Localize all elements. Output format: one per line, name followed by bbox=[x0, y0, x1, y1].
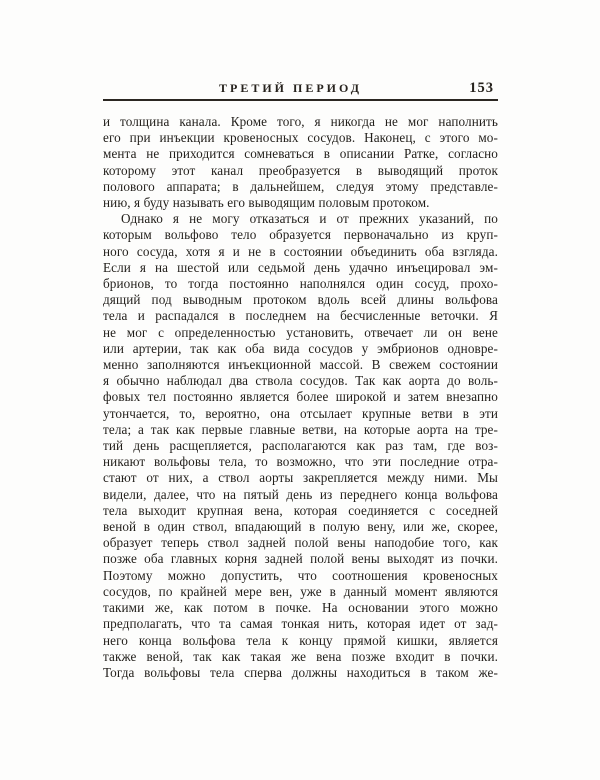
text-line: фовых тел постоянно является более широкой и затем внезапно bbox=[103, 389, 498, 405]
text-line: позже оба главных корня задней полой вены выходят из почки. bbox=[103, 551, 498, 567]
text-line: я обычно наблюдал два ствола сосудов. Так как аорта до воль- bbox=[103, 373, 498, 389]
text-line: никают вольфовы тела, то возможно, что эти последние отра- bbox=[103, 454, 498, 470]
text-line: тела; а так как первые главные ветви, на которые аорта на тре- bbox=[103, 421, 498, 437]
text-line: и толщина канала. Кроме того, я никогда не мог наполнить bbox=[103, 114, 498, 129]
text-line: тела выходит крупная вена, которая соединяется с соседней bbox=[103, 502, 498, 518]
text-line: нию, я буду называть его выводящим половым протоком. bbox=[103, 195, 430, 211]
text-line: Тогда вольфовы тела сперва должны находиться в таком же- bbox=[103, 664, 498, 680]
text-line: такими же, как потом в почке. На основании этого можно bbox=[103, 600, 498, 616]
text-line: образует теперь ствол задней полой вены наподобие того, как bbox=[103, 535, 498, 551]
paragraph bbox=[103, 114, 498, 211]
text-line: которым вольфово тело образуется первоначально из круп- bbox=[103, 227, 498, 243]
body-text bbox=[103, 114, 498, 681]
text-line: Поэтому можно допустить, что соотношения кровеносных bbox=[103, 567, 498, 583]
text-line: тела и распадался в последнем на бесчисленные веточки. Я bbox=[103, 308, 498, 324]
text-line: менно заполняются инъекционной массой. В свежем состоянии bbox=[103, 357, 498, 373]
header-rule bbox=[103, 99, 498, 101]
text-line: видели, далее, что на пятый день из переднего конца вольфова bbox=[103, 486, 498, 502]
text-line: или артерии, так как оба вида сосудов у эмбрионов одновре- bbox=[103, 340, 498, 356]
text-line: стают от них, а ствол аорты закрепляется между ними. Мы bbox=[103, 470, 498, 486]
text-line: ного сосуда, хотя я и не в состоянии объединить оба взгляда. bbox=[103, 243, 498, 259]
text-line: веной в один ствол, впадающий в полую вену, или же, скорее, bbox=[103, 519, 498, 535]
text-line: дящий под выводным протоком вдоль всей длины вольфова bbox=[103, 292, 498, 308]
text-line: также веной, так как такая же вена позже входит в почки. bbox=[103, 648, 498, 664]
chapter-title: ТРЕТИЙ ПЕРИОД bbox=[218, 81, 362, 95]
text-line: Однако я не могу отказаться и от прежних указаний, по bbox=[121, 211, 498, 227]
text-line: сосудов, по крайней мере вен, уже в данный момент являются bbox=[103, 583, 498, 599]
text-line: Если я на шестой или седьмой день удачно инъецировал эм- bbox=[103, 259, 498, 275]
text-line: него конца вольфова тела к концу прямой кишки, является bbox=[103, 632, 498, 648]
page-number: 153 bbox=[469, 80, 494, 96]
running-head bbox=[103, 80, 498, 97]
paragraph bbox=[103, 211, 498, 681]
text-line: предполагать, что та самая тонкая нить, которая идет от зад- bbox=[103, 616, 498, 632]
text-line: полового аппарата; в дальнейшем, следуя этому представле- bbox=[103, 178, 498, 194]
text-line: утончается, то, вероятно, она отсылает крупные ветви в эти bbox=[103, 405, 498, 421]
text-line: которому этот канал преобразуется в выводящий проток bbox=[103, 162, 498, 178]
text-line: тий день расщепляется, располагаются как раз там, где воз- bbox=[103, 438, 498, 454]
text-line: не мог с определенностью установить, отвечает ли он вене bbox=[103, 324, 498, 340]
text-line: его при инъекции кровеносных сосудов. Наконец, с этого мо- bbox=[103, 130, 498, 146]
text-line: мента не приходится сомневаться в описании Ратке, согласно bbox=[103, 146, 498, 162]
text-line: брионов, то тогда постоянно наполнялся один сосуд, прохо- bbox=[103, 276, 498, 292]
